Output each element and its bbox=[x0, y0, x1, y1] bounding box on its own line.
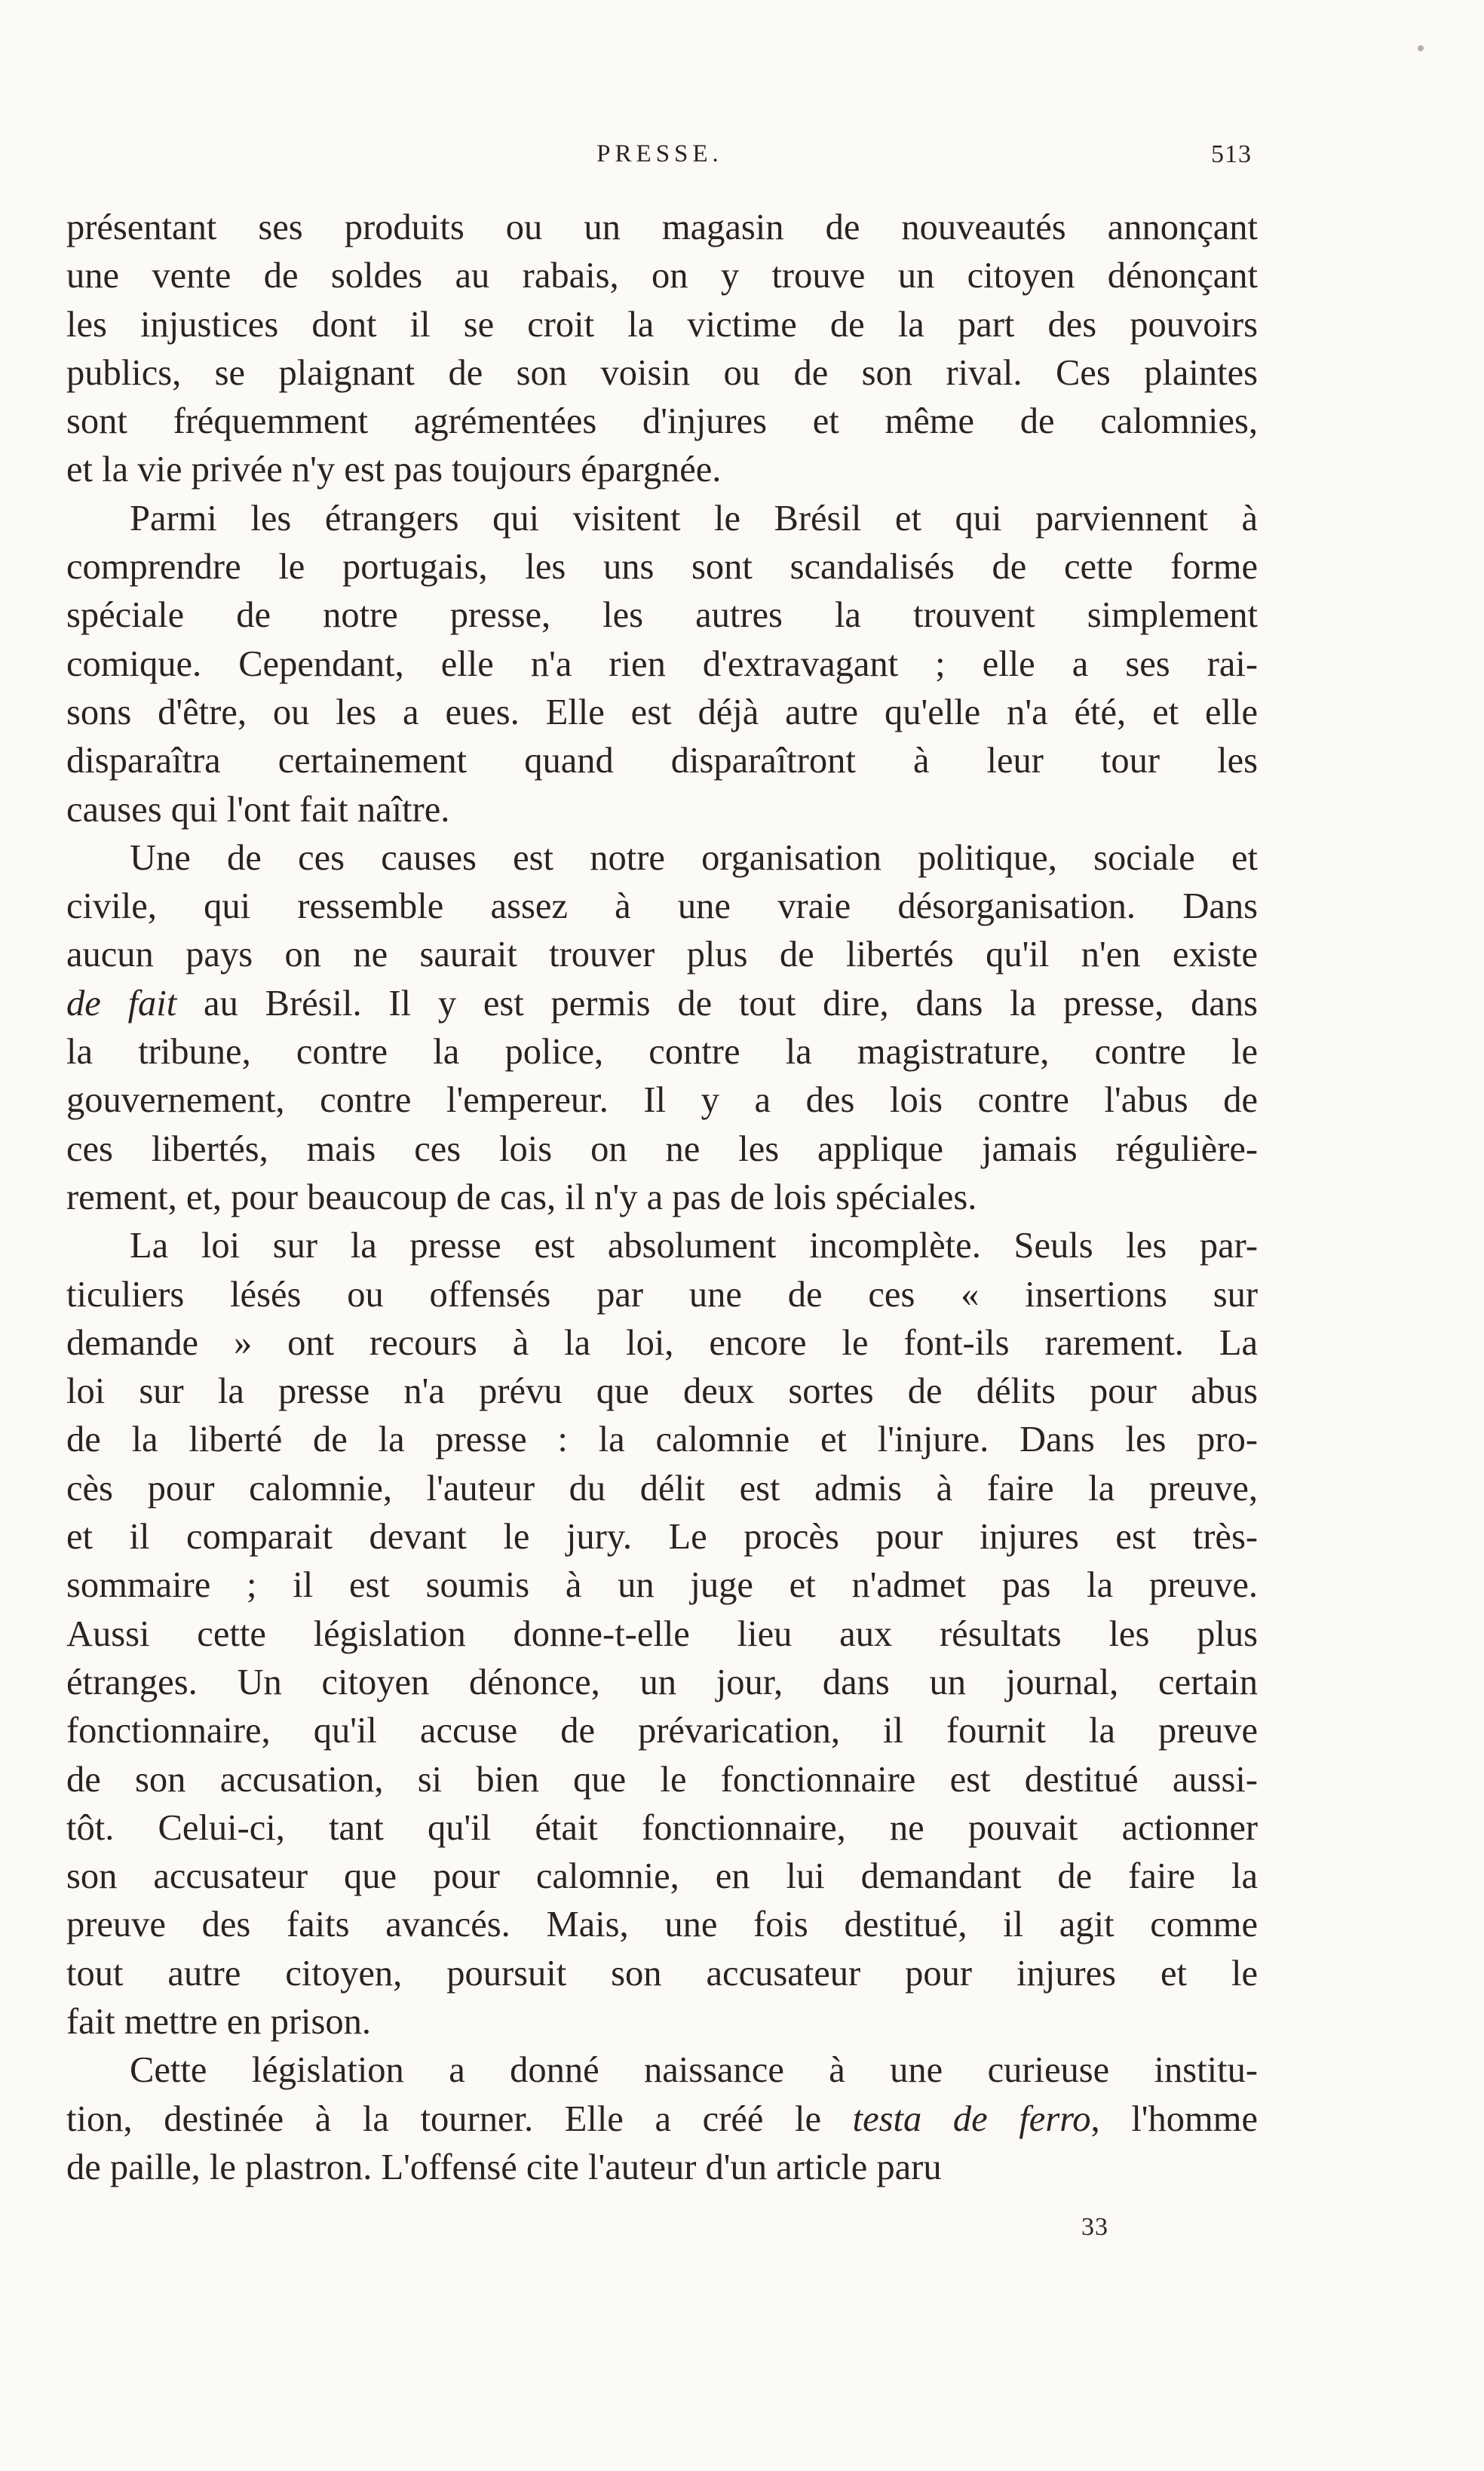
text-line: son accusateur que pour calomnie, en lui demandant de faire la bbox=[66, 1856, 1258, 1897]
text-line: et il comparait devant le jury. Le procès pour injures est très- bbox=[66, 1517, 1258, 1558]
text-line: sommaire ; il est soumis à un juge et n'admet pas la preuve. bbox=[66, 1565, 1258, 1606]
italic-phrase: de fait bbox=[66, 983, 177, 1024]
text-line: aucun pays on ne saurait trouver plus de libertés qu'il n'en existe bbox=[66, 935, 1258, 975]
text-line: causes qui l'ont fait naître. bbox=[66, 789, 450, 830]
text-line bbox=[66, 2095, 1258, 2144]
text-line: cès pour calomnie, l'auteur du délit est admis à faire la preuve, bbox=[66, 1468, 1258, 1509]
text-line: comprendre le portugais, les uns sont scandalisés de cette forme bbox=[66, 547, 1258, 588]
text-run: , l'homme bbox=[1090, 2098, 1259, 2139]
text-line: ces libertés, mais ces lois on ne les applique jamais régulière- bbox=[66, 1128, 1258, 1169]
italic-phrase: testa de ferro bbox=[852, 2098, 1091, 2139]
text-line: la tribune, contre la police, contre la magistrature, contre le bbox=[66, 1032, 1258, 1073]
text-line: Cette législation a donné naissance à une curieuse institu- bbox=[130, 2050, 1258, 2091]
text-line: preuve des faits avancés. Mais, une fois destitué, il agit comme bbox=[66, 1905, 1258, 1945]
text-line: sont fréquemment agrémentées d'injures et même de calomnies, bbox=[66, 401, 1258, 442]
page-header bbox=[68, 140, 1252, 178]
text-run: tion, destinée à la tourner. Elle a créé le bbox=[66, 2098, 853, 2139]
text-line: les injustices dont il se croit la victime de la part des pouvoirs bbox=[66, 304, 1258, 345]
text-line: civile, qui ressemble assez à une vraie désorganisation. Dans bbox=[66, 886, 1258, 927]
text-line: La loi sur la presse est absolument incomplète. Seuls les par- bbox=[130, 1226, 1258, 1266]
text-line: comique. Cependant, elle n'a rien d'extravagant ; elle a ses rai- bbox=[66, 643, 1258, 684]
text-line: fonctionnaire, qu'il accuse de prévarication, il fournit la preuve bbox=[66, 1711, 1258, 1751]
text-line: gouvernement, contre l'empereur. Il y a des lois contre l'abus de bbox=[66, 1080, 1258, 1121]
text-run: au Brésil. Il y est permis de tout dire, dans la presse, dans bbox=[176, 983, 1258, 1024]
text-line: disparaîtra certainement quand disparaîtront à leur tour les bbox=[66, 741, 1258, 781]
text-line bbox=[66, 980, 1258, 1028]
body-text bbox=[66, 204, 1258, 2192]
text-line: une vente de soldes au rabais, on y trouve un citoyen dénonçant bbox=[66, 256, 1258, 296]
text-line: tout autre citoyen, poursuit son accusateur pour injures et le bbox=[66, 1953, 1258, 1994]
signature-mark: 33 bbox=[1081, 2213, 1108, 2241]
running-head: PRESSE. bbox=[596, 140, 723, 167]
text-line: de son accusation, si bien que le fonctionnaire est destitué aussi- bbox=[66, 1759, 1258, 1800]
text-line: ticuliers lésés ou offensés par une de ces « insertions sur bbox=[66, 1274, 1258, 1315]
text-line: tôt. Celui-ci, tant qu'il était fonctionnaire, ne pouvait actionner bbox=[66, 1807, 1258, 1848]
text-line: rement, et, pour beaucoup de cas, il n'y a pas de lois spéciales. bbox=[66, 1177, 977, 1217]
text-line: publics, se plaignant de son voisin ou de son rival. Ces plaintes bbox=[66, 352, 1258, 393]
text-line: Aussi cette législation donne-t-elle lieu aux résultats les plus bbox=[66, 1613, 1258, 1654]
text-line: demande » ont recours à la loi, encore le font-ils rarement. La bbox=[66, 1322, 1258, 1363]
text-line: sons d'être, ou les a eues. Elle est déjà autre qu'elle n'a été, et elle bbox=[66, 692, 1258, 732]
text-line: et la vie privée n'y est pas toujours épargnée. bbox=[66, 450, 722, 490]
text-line: étranges. Un citoyen dénonce, un jour, dans un journal, certain bbox=[66, 1662, 1258, 1702]
paper-speck bbox=[1418, 45, 1424, 51]
text-line: Une de ces causes est notre organisation politique, sociale et bbox=[130, 837, 1258, 878]
text-line: fait mettre en prison. bbox=[66, 2001, 372, 2042]
page-number: 513 bbox=[1211, 140, 1252, 168]
text-line: de paille, le plastron. L'offensé cite l'auteur d'un article paru bbox=[66, 2147, 942, 2187]
text-line: spéciale de notre presse, les autres la trouvent simplement bbox=[66, 595, 1258, 636]
text-line: présentant ses produits ou un magasin de nouveautés annonçant bbox=[66, 207, 1258, 247]
text-line: de la liberté de la presse : la calomnie et l'injure. Dans les pro- bbox=[66, 1420, 1258, 1460]
text-line: Parmi les étrangers qui visitent le Brésil et qui parviennent à bbox=[130, 498, 1258, 539]
text-line: loi sur la presse n'a prévu que deux sortes de délits pour abus bbox=[66, 1371, 1258, 1412]
